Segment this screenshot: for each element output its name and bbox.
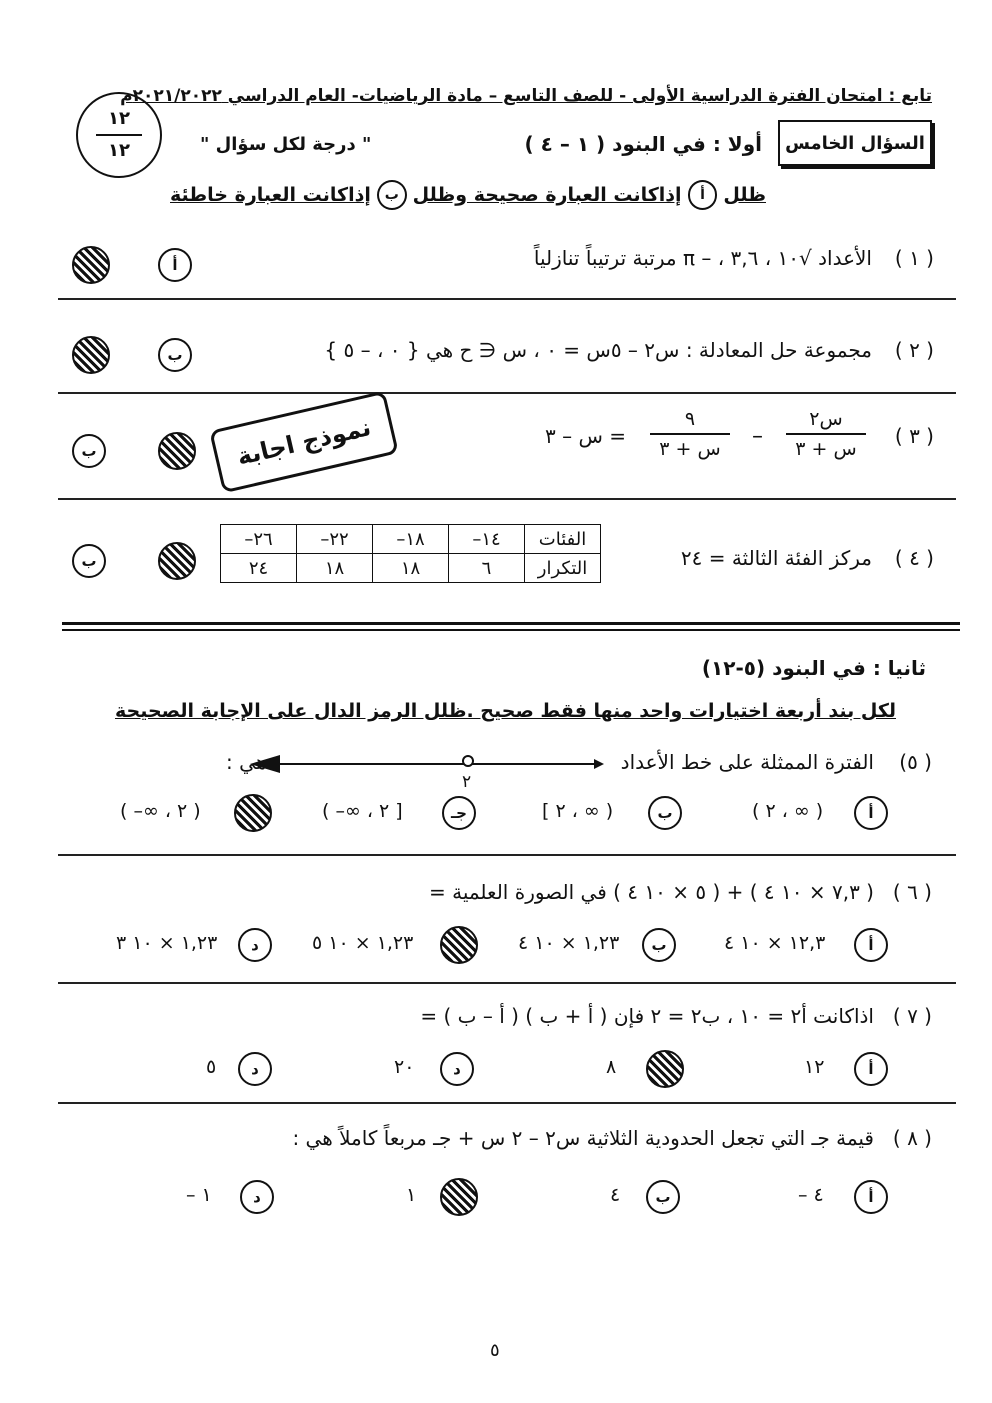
number-line	[246, 752, 610, 788]
table-cell: ٢٢–	[297, 525, 373, 554]
q3-minus: –	[752, 424, 763, 449]
tf-item-3-option-b[interactable]: ب	[72, 434, 106, 468]
tf-item-4-option-b[interactable]: ب	[72, 544, 106, 578]
exam-header-title: تابع : امتحان الفترة الدراسية الأولى - للصف التاسع – مادة الرياضيات- العام الدراسي ٢٠٢١/٢٠٢٢م	[120, 86, 932, 106]
q7-num: ( ٧ )	[892, 1004, 932, 1028]
q6-option-d[interactable]: د	[238, 928, 272, 962]
instruction-line	[170, 180, 766, 210]
tf-item-4-text: مركز الفئة الثالثة = ٢٤	[680, 546, 872, 570]
q5-text: الفترة الممثلة على خط الأعداد	[620, 750, 874, 774]
q8-option-a[interactable]: أ	[854, 1180, 888, 1214]
tf-item-1-option-a[interactable]: أ	[158, 248, 192, 282]
q7-option-b-shaded[interactable]	[646, 1050, 684, 1088]
q7-option-c[interactable]: د	[440, 1052, 474, 1086]
q8-option-b[interactable]: ب	[646, 1180, 680, 1214]
tf-item-1-num: ( ١ )	[894, 246, 934, 270]
number-line-label: ٢	[462, 772, 472, 792]
q6-option-a-text: ١٢,٣ × ١٠ ٤	[724, 932, 826, 954]
tf-item-2-text: مجموعة حل المعادلة : س٢ – ٥س = ٠ ، س ∈ ح هي { ٠ ، – ٥ }	[324, 338, 872, 362]
divider-1	[58, 298, 956, 300]
table-cell: ١٤–	[449, 525, 525, 554]
q5-option-c-text: ( –∞ ، ٢ ]	[322, 800, 403, 822]
q8-option-d-text: – ١	[186, 1184, 212, 1206]
tf-item-4-num: ( ٤ )	[894, 546, 934, 570]
score-top: ١٢	[108, 108, 130, 129]
page-number: ٥	[490, 1340, 500, 1361]
q5-option-d-text: ( –∞ ، ٢ )	[120, 800, 201, 822]
q8-option-d[interactable]: د	[240, 1180, 274, 1214]
q6-option-c-shaded[interactable]	[440, 926, 478, 964]
q3-fraction-1-bar	[786, 433, 866, 435]
tf-item-3-num: ( ٣ )	[894, 424, 934, 448]
q3-fraction-1-numerator: س٢	[809, 408, 843, 430]
question-box-label: السؤال الخامس	[785, 132, 925, 154]
score-bottom: ١٢	[108, 140, 130, 161]
score-divider	[96, 134, 142, 136]
q8-option-a-text: – ٤	[798, 1184, 824, 1206]
q3-fraction-2-bar	[650, 433, 730, 435]
q6-option-b[interactable]: ب	[642, 928, 676, 962]
divider-7	[58, 1102, 956, 1104]
q6-option-d-text: ١,٢٣ × ١٠ ٣	[116, 932, 218, 954]
q3-rhs: = س – ٣	[545, 424, 626, 448]
tf-item-1-option-b-shaded[interactable]	[72, 246, 110, 284]
section2-title: ثانيا : في البنود (٥-١٢)	[701, 656, 926, 680]
q3-fraction-2	[650, 408, 730, 460]
q6-option-b-text: ١,٢٣ × ١٠ ٤	[518, 932, 620, 954]
q5-option-d-shaded[interactable]	[234, 794, 272, 832]
q6-num: ( ٦ )	[892, 880, 932, 904]
instruction-text-3: إذاكانت العبارة خاطئة	[170, 184, 371, 206]
section2-instruction: لكل بند أربعة اختيارات واحد منها فقط صحيح .ظلل الرمز الدال على الإجابة الصحيحة	[114, 700, 896, 722]
q7-option-d-text: ٥	[206, 1056, 217, 1078]
table-row-frequency	[221, 554, 601, 583]
q7-option-b-text: ٨	[606, 1056, 617, 1078]
q5-option-c[interactable]: جـ	[442, 796, 476, 830]
q8-option-c-text: ١	[406, 1184, 417, 1206]
instruction-circle-a: أ	[688, 180, 718, 210]
table-cell: ٦	[449, 554, 525, 583]
question-box	[778, 120, 932, 166]
q5-option-a[interactable]: أ	[854, 796, 888, 830]
q7-option-c-text: ٢٠	[394, 1056, 415, 1078]
q6-option-c-text: ١,٢٣ × ١٠ ٥	[312, 932, 414, 954]
q3-fraction-2-numerator: ٩	[684, 408, 696, 430]
q5-tail: هي :	[226, 750, 267, 774]
q8-num: ( ٨ )	[892, 1126, 932, 1150]
tf-item-4-option-a-shaded[interactable]	[158, 542, 196, 580]
divider-2	[58, 392, 956, 394]
tf-item-2-option-b[interactable]: ب	[158, 338, 192, 372]
table-cell: الفئات	[525, 525, 601, 554]
q7-option-a[interactable]: أ	[854, 1052, 888, 1086]
table-cell: ١٨	[297, 554, 373, 583]
q7-option-a-text: ١٢	[804, 1056, 825, 1078]
section-double-divider	[62, 622, 960, 625]
tf-item-3-option-a-shaded[interactable]	[158, 432, 196, 470]
q3-fraction-2-denominator: س + ٣	[659, 438, 721, 460]
grade-note: " درجة لكل سؤال "	[200, 134, 372, 155]
score-circle	[76, 92, 162, 178]
section-double-divider-2	[62, 629, 960, 631]
q6-text: ( ٧,٣ × ١٠ ٤ ) + ( ٥ × ١٠ ٤ ) في الصورة العلمية =	[429, 880, 874, 904]
number-line-endpoint	[463, 756, 473, 766]
instruction-text-2: إذاكانت العبارة صحيحة وظلل	[412, 184, 682, 206]
table-cell: ١٨	[373, 554, 449, 583]
frequency-table	[220, 524, 601, 583]
q8-option-c-shaded[interactable]	[440, 1178, 478, 1216]
instruction-text-1: ظلل	[723, 184, 766, 206]
q5-option-b-text: [ ٢ ، ∞ )	[542, 800, 614, 822]
q3-fraction-1	[786, 408, 866, 460]
table-cell: التكرار	[525, 554, 601, 583]
tf-item-1-text: الأعداد √١٠ ، ٣,٦ ، – π مرتبة ترتيباً تنازلياً	[533, 246, 872, 270]
table-row-classes	[221, 525, 601, 554]
section1-title: أولا : في البنود ( ١ – ٤ )	[524, 132, 762, 156]
divider-6	[58, 982, 956, 984]
tf-item-2-option-a-shaded[interactable]	[72, 336, 110, 374]
answer-model-stamp	[209, 391, 399, 494]
q5-num: (٥ )	[899, 750, 932, 774]
q7-option-d[interactable]: د	[238, 1052, 272, 1086]
stamp-text: نموذج اجابة	[234, 413, 374, 471]
q5-option-b[interactable]: ب	[648, 796, 682, 830]
divider-3	[58, 498, 956, 500]
instruction-circle-b: ب	[377, 180, 407, 210]
tf-item-2-num: ( ٢ )	[894, 338, 934, 362]
table-cell: ٢٦–	[221, 525, 297, 554]
q6-option-a[interactable]: أ	[854, 928, 888, 962]
table-cell: ٢٤	[221, 554, 297, 583]
q8-text: قيمة جـ التي تجعل الحدودية الثلاثية س٢ – ٢ س + جـ مربعاً كاملاً هي :	[292, 1126, 874, 1150]
number-line-arrow-right	[594, 759, 604, 769]
divider-5	[58, 854, 956, 856]
q8-option-b-text: ٤	[610, 1184, 621, 1206]
q3-fraction-1-denominator: س + ٣	[795, 438, 857, 460]
q7-text: اذاكانت أ٢ = ١٠ ، ب٢ = ٢ فإن ( أ + ب ) ( أ – ب ) =	[420, 1004, 874, 1028]
q5-option-a-text: ( ٢ ، ∞ )	[752, 800, 824, 822]
table-cell: ١٨–	[373, 525, 449, 554]
